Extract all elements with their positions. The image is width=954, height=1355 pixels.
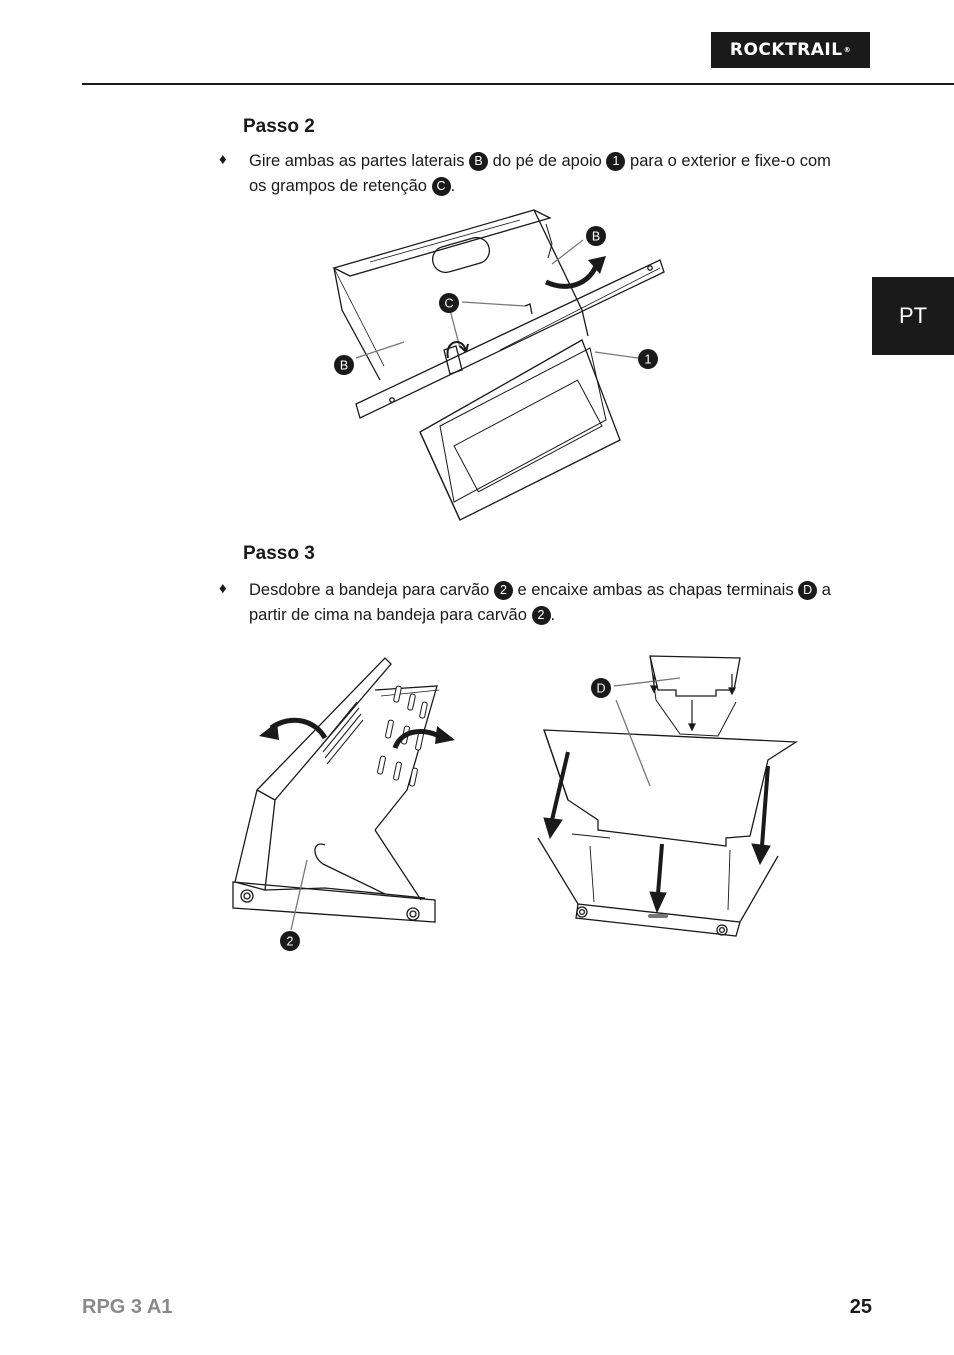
step2-text-part4: . xyxy=(450,177,456,195)
ref-badge-2-second: 2 xyxy=(532,606,551,625)
step2-text xyxy=(249,149,849,199)
ref-badge-1: 1 xyxy=(606,152,625,171)
step3-text xyxy=(249,578,849,628)
header-rule xyxy=(82,83,954,85)
callout-b-left: B xyxy=(339,358,349,373)
step3-title: Passo 3 xyxy=(243,543,315,564)
ref-badge-2: 2 xyxy=(494,581,513,600)
figure-end-plates xyxy=(530,650,805,945)
step3-text-part1: Desdobre a bandeja para carvão xyxy=(249,581,494,599)
figure-charcoal-tray xyxy=(225,650,475,955)
callout-d: D xyxy=(596,681,606,696)
ref-badge-c: C xyxy=(432,177,451,196)
page-number: 25 xyxy=(849,1296,872,1318)
callout-1: 1 xyxy=(644,352,652,367)
language-tab: PT xyxy=(872,277,954,355)
step3-text-part4: . xyxy=(550,606,556,624)
ref-badge-b: B xyxy=(469,152,488,171)
callout-c: C xyxy=(444,296,454,311)
callout-b-top: B xyxy=(591,229,601,244)
step2-text-part1: Gire ambas as partes laterais xyxy=(249,152,470,170)
brand-logo xyxy=(711,32,870,68)
step3-text-part2: e encaixe ambas as chapas terminais xyxy=(512,581,799,599)
brand-name: ROCKTRAIL xyxy=(729,40,843,60)
brand-registered-mark: ® xyxy=(843,46,852,54)
step2-bullet: ♦ xyxy=(219,151,227,168)
step2-text-part3: para o exterior e fixe-o com os grampos de retenção xyxy=(249,152,831,195)
step3-bullet: ♦ xyxy=(219,580,227,597)
footer-model: RPG 3 A1 xyxy=(82,1296,173,1318)
figure-support-foot xyxy=(320,200,680,530)
step2-text-part2: do pé de apoio xyxy=(488,152,607,170)
step3-text-part3: a partir de cima na bandeja para carvão xyxy=(249,581,831,624)
ref-badge-d: D xyxy=(798,581,817,600)
step2-title: Passo 2 xyxy=(243,116,315,137)
callout-2: 2 xyxy=(286,934,294,949)
